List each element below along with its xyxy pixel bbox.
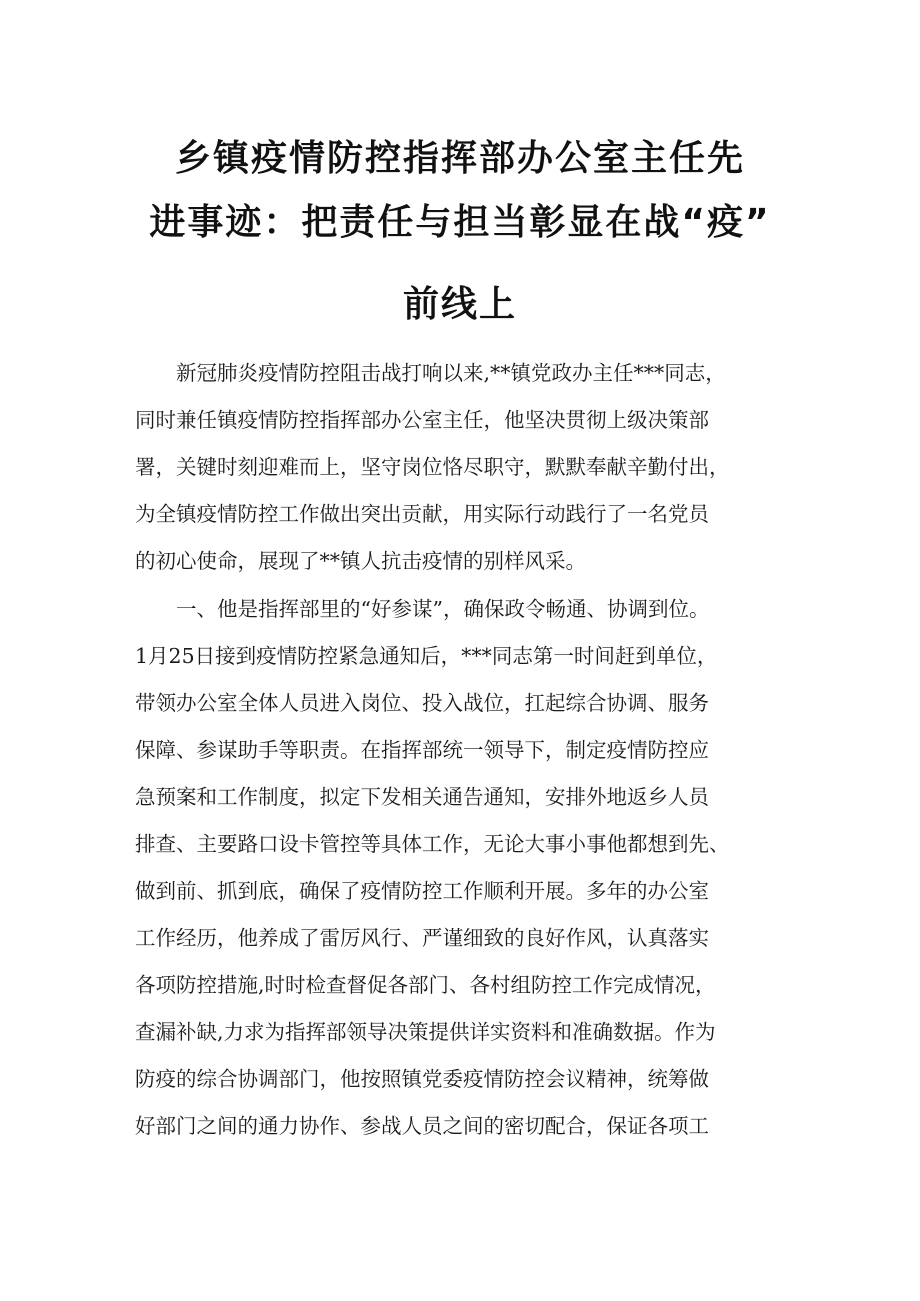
- paragraph-line: 署，关键时刻迎难而上，坚守岗位恪尽职守，默默奉献辛勤付出，: [135, 455, 730, 479]
- paragraph-line: 为全镇疫情防控工作做出突出贡献，用实际行动践行了一名党员: [135, 502, 709, 526]
- title-line-1: 乡镇疫情防控指挥部办公室主任先: [174, 138, 745, 179]
- paragraph-line: 1月25日接到疫情防控紧急通知后，***同志第一时间赶到单位，: [135, 644, 718, 668]
- paragraph-line: 好部门之间的通力协作、参战人员之间的密切配合，保证各项工: [135, 1114, 709, 1138]
- paragraph-line: 急预案和工作制度，拟定下发相关通告通知，安排外地返乡人员: [135, 785, 709, 809]
- paragraph-line: 各项防控措施,时时检查督促各部门、各村组防控工作完成情况，: [135, 973, 716, 997]
- paragraph-line: 防疫的综合协调部门，他按照镇党委疫情防控会议精神，统筹做: [135, 1067, 709, 1091]
- paragraph-line: 查漏补缺,力求为指挥部领导决策提供详实资料和准确数据。作为: [135, 1020, 716, 1044]
- title-line-2: 进事迹：把责任与担当彰显在战“疫”: [149, 202, 771, 243]
- title-line-3: 前线上: [402, 284, 517, 325]
- paragraph-line: 新冠肺炎疫情防控阻击战打响以来,**镇党政办主任***同志，: [176, 361, 726, 385]
- paragraph-line: 一、他是指挥部里的“好参谋”，确保政令畅通、协调到位。: [176, 597, 710, 621]
- paragraph-line: 同时兼任镇疫情防控指挥部办公室主任，他坚决贯彻上级决策部: [135, 408, 709, 432]
- paragraph-line: 保障、参谋助手等职责。在指挥部统一领导下，制定疫情防控应: [135, 738, 709, 762]
- paragraph-line: 带领办公室全体人员进入岗位、投入战位，扛起综合协调、服务: [135, 691, 709, 715]
- paragraph-line: 的初心使命，展现了**镇人抗击疫情的别样风采。: [135, 549, 586, 573]
- paragraph-line: 工作经历，他养成了雷厉风行、严谨细致的良好作风，认真落实: [135, 926, 709, 950]
- paragraph-line: 做到前、抓到底，确保了疫情防控工作顺利开展。多年的办公室: [135, 879, 709, 903]
- paragraph-line: 排查、主要路口设卡管控等具体工作，无论大事小事他都想到先、: [135, 832, 730, 856]
